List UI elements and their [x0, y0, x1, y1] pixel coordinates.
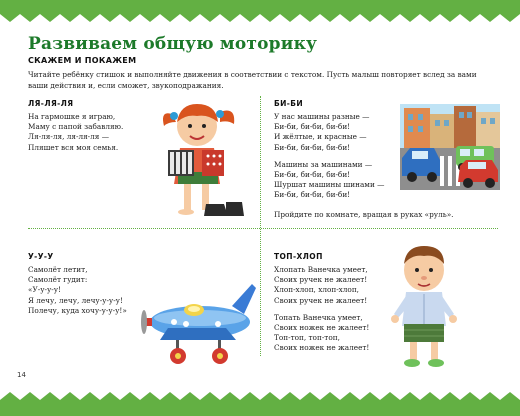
poem-line: Би-би, би-би, би-би! [274, 142, 351, 152]
poem-u-u-u [28, 265, 127, 316]
poem-la-la-la [28, 112, 123, 153]
poem-line: Полечу, куда хочу-у-у-у!» [28, 305, 127, 315]
poem-line: Своих ножек не жалеет! [274, 323, 370, 333]
section-heading-bi-bi: БИ-БИ [274, 99, 304, 108]
poem-line: Топ-топ, топ-топ, [274, 333, 340, 343]
section-heading-u-u-u: У-У-У [28, 252, 54, 261]
poem-line: Шуршат машины шинами — [274, 180, 385, 190]
poem-line [274, 306, 369, 313]
poem-line: Хлопать Ванечка умеет, [274, 265, 368, 274]
poem-bi-bi [274, 112, 384, 201]
poem-line: Своих ножек не жалеет! [274, 343, 370, 353]
section-heading-top-khlop: ТОП-ХЛОП [274, 252, 323, 261]
poem-line: Би-би, би-би, би-би! [274, 190, 351, 200]
poem-line: Пляшет вся моя семья. [28, 142, 119, 152]
poem-line: И жёлтые, и красные — [274, 132, 367, 142]
bi-bi-instruction: Пройдите по комнате, вращая в руках «руль». [274, 210, 454, 219]
poem-line: Хлоп-хлоп, хлоп-хлоп, [274, 285, 359, 295]
poem-line: На гармошке я играю, [28, 112, 116, 121]
page-subtitle: СКАЖЕМ И ПОКАЖЕМ [28, 56, 137, 65]
poem-line: Своих ручек не жалеет! [274, 275, 368, 285]
vertical-divider [260, 96, 261, 356]
horizontal-divider [28, 228, 498, 229]
poem-line: «У-у-у-у! [28, 285, 61, 295]
page-number: 14 [17, 371, 26, 379]
intro-text: Читайте ребёнку стишок и выполняйте движения в соответствии с текстом. Пусть малыш повторяет вслед за вами ваши действия и, если сможет, звукоподражания. [28, 70, 477, 90]
page-title: Развиваем общую моторику [28, 34, 318, 54]
poem-line: Маму с папой забавляю. [28, 122, 124, 132]
poem-line: Машины за машинами — [274, 159, 373, 169]
section-heading-la-la-la: ЛЯ-ЛЯ-ЛЯ [28, 99, 74, 108]
poem-line: Я лечу, лечу, лечу-у-у-у! [28, 295, 123, 305]
poem-line: Своих ручек не жалеет! [274, 295, 368, 305]
poem-line: Самолёт летит, [28, 265, 88, 274]
poem-line: Ля-ля-ля, ля-ля-ля — [28, 132, 110, 142]
poem-line [274, 153, 384, 160]
bottom-zigzag-border [0, 386, 520, 416]
cars-street-illustration [400, 104, 500, 190]
top-zigzag-border [0, 0, 520, 30]
toy-airplane-illustration [140, 278, 260, 370]
girl-accordion-illustration [150, 92, 250, 224]
boy-illustration [386, 240, 462, 370]
poem-line: Самолёт гудит: [28, 275, 88, 285]
poem-line: Топать Ванечка умеет, [274, 312, 363, 322]
poem-line: Би-би, би-би, би-би! [274, 170, 351, 180]
poem-line: Би-би, би-би, би-би! [274, 122, 351, 132]
poem-line: У нас машины разные — [274, 112, 370, 121]
poem-top-khlop [274, 265, 369, 354]
